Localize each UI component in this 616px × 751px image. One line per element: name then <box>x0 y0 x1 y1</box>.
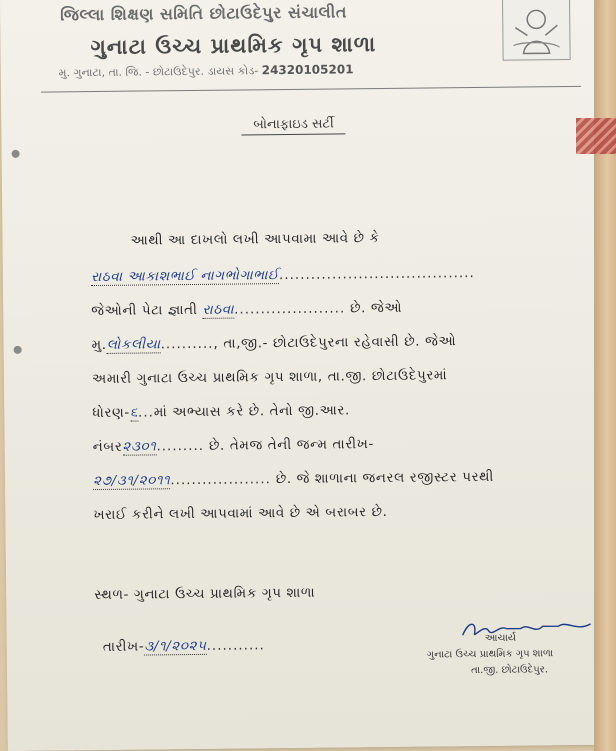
student-name: રાઠવા આકાશભાઈ નાગભોગાભાઈ <box>90 267 280 286</box>
signature-place: તા.જી. છોટાઉદેપુર. <box>470 664 549 677</box>
date-label: તારીખ- <box>102 638 145 655</box>
letterhead <box>40 0 581 93</box>
address-text: મુ. ગુનાટા, તા. જિ. - છોટાઉદેપુર. ડાયસ કોડ- <box>58 64 259 80</box>
signature-school: ગુનાટા ઉચ્ચ પ્રાથમિક ગૃપ શાળા <box>426 648 554 661</box>
caste-value: રાઠવા <box>202 301 235 318</box>
standard-value: ૬ <box>129 404 139 421</box>
gr-label: નંબર <box>92 438 123 456</box>
date-line: તારીખ-૩/૧/૨૦૨૫........... <box>102 637 265 655</box>
binder-hole <box>14 346 22 354</box>
intro-line: આથી આ દાખલો લખી આપવામા આવે છે કે <box>130 230 380 249</box>
dotted-fill: ..................................... <box>278 265 475 284</box>
village-suffix: , તા,જી.- છોટાઉદેપુરના રહેવાસી છે. જેઓ <box>213 333 457 352</box>
birth-date: ૨૭/૩૧/૨૦૧૧ <box>92 472 171 490</box>
cloth-edge <box>576 118 616 154</box>
signature-title: આચાર્ય <box>484 632 517 644</box>
binder-hole <box>12 150 20 158</box>
place-line: સ્થળ- ગુનાટા ઉચ્ચ પ્રાથમિક ગૃપ શાળા <box>94 584 316 604</box>
student-name-line <box>91 265 475 285</box>
village-value: લોકલીયા <box>106 336 161 353</box>
gr-number-line: નંબર૨૩૦૧......... છે. તેમજ તેની જન્મ તારીખ- <box>92 436 374 456</box>
letterhead-line-1: જિલ્લા શિક્ષણ સમિતિ છોટાઉદેપુર સંચાલીત <box>60 2 347 25</box>
gr-number: ૨૩૦૧ <box>122 438 157 455</box>
birth-date-suffix: છે. જે શાળાના જનરલ રજીસ્ટર પરથી <box>275 468 495 488</box>
document-title: બોનાફાઇડ સર્ટી <box>241 114 346 135</box>
dise-code: 24320105201 <box>261 62 354 78</box>
birth-date-line: ૨૭/૩૧/૨૦૧૧................... છે. જે શાળાના જનરલ રજીસ્ટર પરથી <box>92 468 495 490</box>
issue-date: ૩/૧/૨૦૨૫ <box>144 637 207 655</box>
saraswati-emblem-icon <box>503 0 570 60</box>
standard-label: ધોરણ- <box>92 404 130 422</box>
village-line: મુ.લોકલીયા.........., તા,જી.- છોટાઉદેપુરના રહેવાસી છે. જેઓ <box>91 333 457 354</box>
caste-line: જેઓની પેટા જ્ઞાતી રાઠવા..................... છે. જેઓ <box>91 299 403 320</box>
gr-suffix: છે. તેમજ તેની જન્મ તારીખ- <box>208 436 374 454</box>
letterhead-address <box>59 62 354 80</box>
standard-line: ધોરણ-૬...માં અભ્યાસ કરે છે. તેનો જી.આર. <box>92 402 350 422</box>
village-label: મુ. <box>91 336 107 354</box>
school-logo <box>502 0 571 61</box>
table-surface <box>594 0 616 751</box>
caste-suffix: છે. જેઓ <box>350 299 403 317</box>
school-name: ગુનાટા ઉચ્ચ પ્રાથમિક ગૃપ શાળા <box>90 32 377 60</box>
standard-suffix: માં અભ્યાસ કરે છે. તેનો જી.આર. <box>153 402 350 421</box>
school-line: અમારી ગુનાટા ઉચ્ચ પ્રાથમિક ગૃપ શાળા, તા.જી. છોટાઉદેપુરમાં <box>91 367 448 388</box>
verification-line: ખરાઈ કરીને લખી આપવામાં આવે છે એ બરાબર છે. <box>93 503 388 524</box>
principal-signature <box>458 616 598 641</box>
caste-label: જેઓની પેટા જ્ઞાતી <box>91 301 198 320</box>
